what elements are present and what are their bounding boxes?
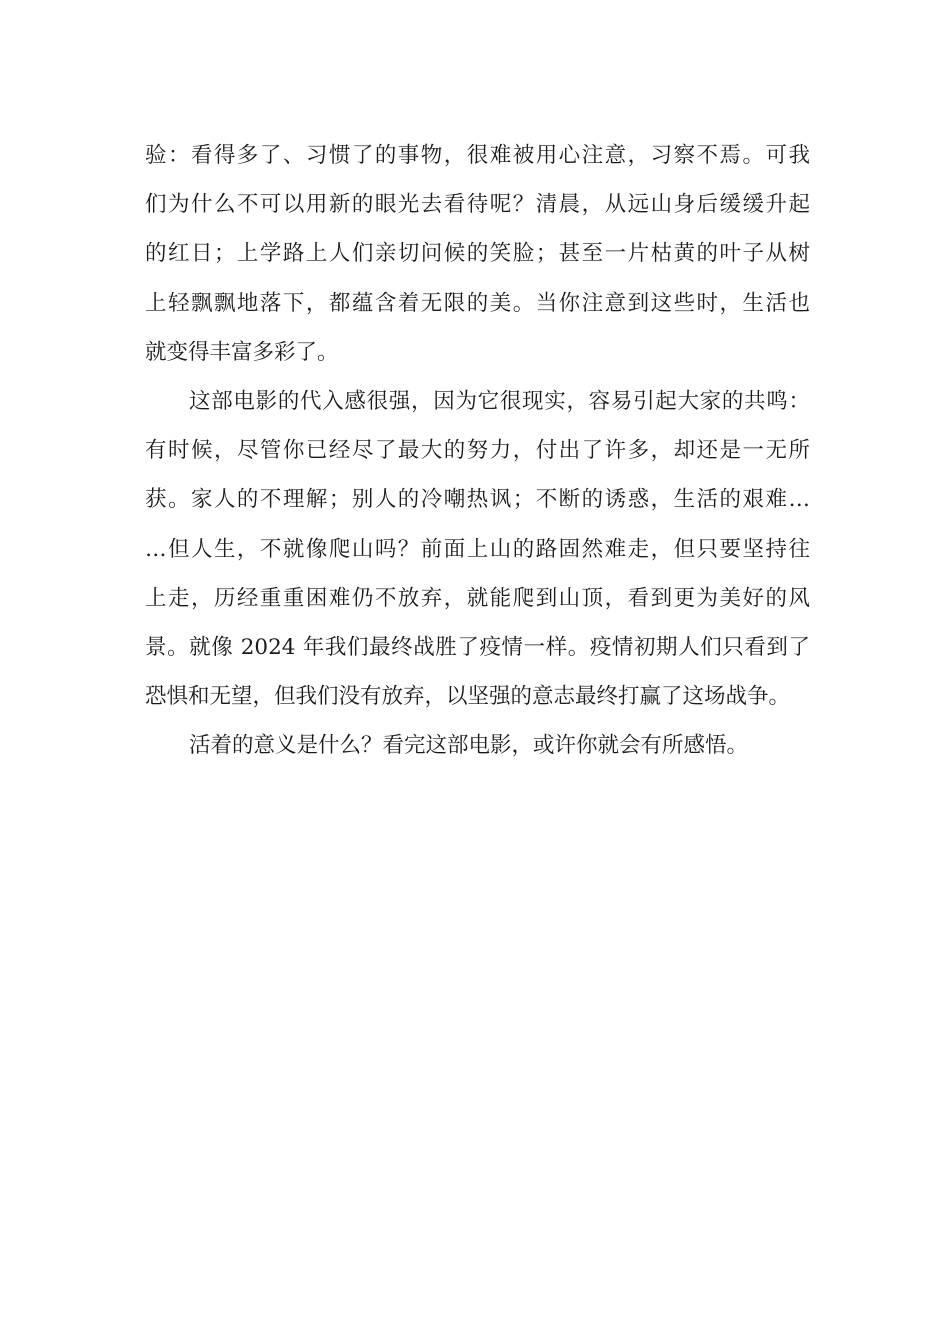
text-line: 景。就像 2024 年我们最终战胜了疫情一样。疫情初期人们只看到了 bbox=[145, 634, 810, 660]
text-line: 上走，历经重重困难仍不放弃，就能爬到山顶，看到更为美好的风 bbox=[145, 585, 810, 611]
text-line: 的红日；上学路上人们亲切问候的笑脸；甚至一片枯黄的叶子从树 bbox=[145, 241, 810, 267]
text-line: 这部电影的代入感很强，因为它很现实，容易引起大家的共鸣： bbox=[189, 388, 810, 414]
text-line: 有时候，尽管你已经尽了最大的努力，付出了许多，却还是一无所 bbox=[145, 438, 810, 464]
text-line: 们为什么不可以用新的眼光去看待呢？清晨，从远山身后缓缓升起 bbox=[145, 192, 810, 218]
paragraph-1 bbox=[145, 131, 810, 377]
text-line: …但人生，不就像爬山吗？前面上山的路固然难走，但只要坚持往 bbox=[145, 536, 810, 562]
body-text bbox=[145, 131, 810, 770]
text-line: 恐惧和无望，但我们没有放弃，以坚强的意志最终打赢了这场战争。 bbox=[145, 684, 791, 710]
text-line: 验：看得多了、习惯了的事物，很难被用心注意，习察不焉。可我 bbox=[145, 143, 810, 168]
paragraph-2 bbox=[145, 377, 810, 721]
text-line: 上轻飘飘地落下，都蕴含着无限的美。当你注意到这些时，生活也 bbox=[145, 290, 810, 316]
text-line: 获。家人的不理解；别人的冷嘲热讽；不断的诱惑，生活的艰难… bbox=[145, 487, 810, 513]
text-line: 活着的意义是什么？看完这部电影，或许你就会有所感悟。 bbox=[189, 733, 749, 759]
paragraph-3 bbox=[145, 721, 810, 770]
text-line: 就变得丰富多彩了。 bbox=[145, 339, 339, 365]
